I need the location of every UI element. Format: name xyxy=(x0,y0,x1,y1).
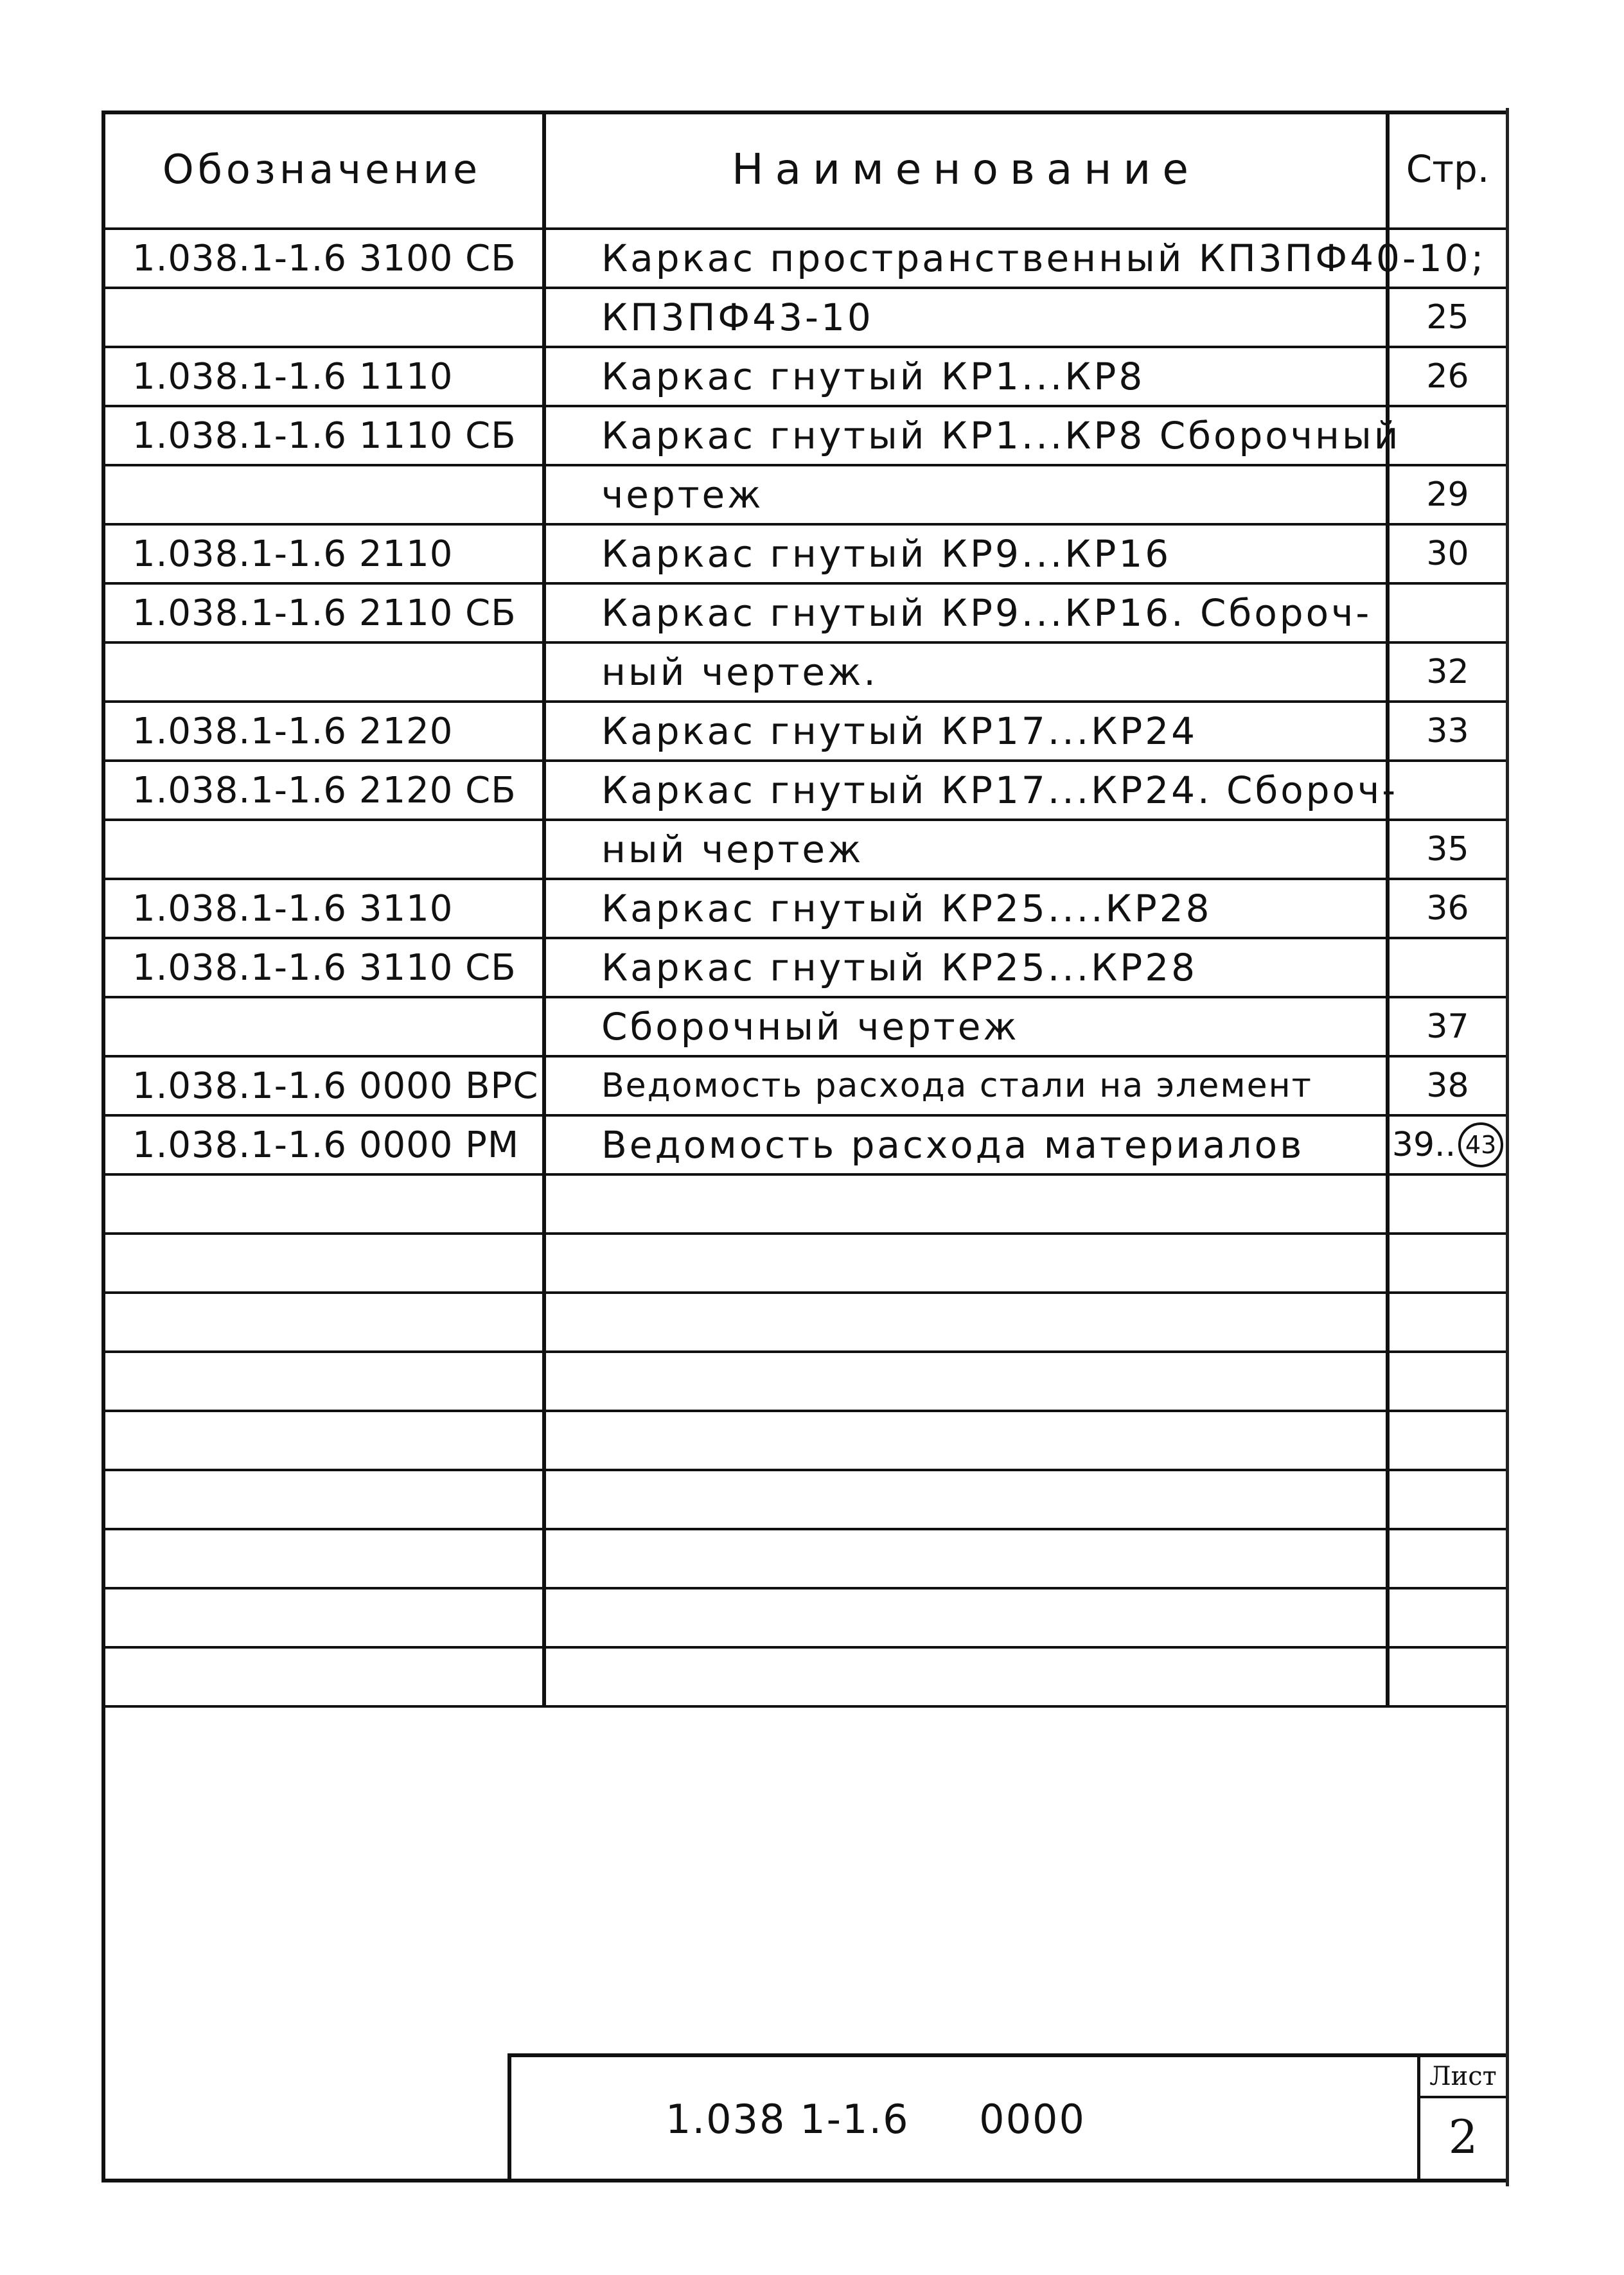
page-cell: 35 xyxy=(1426,830,1469,869)
table-row xyxy=(102,1117,1506,1176)
sheet-number-box xyxy=(1417,2057,1506,2182)
header-designation: Обозначение xyxy=(102,111,546,227)
page-cell xyxy=(1390,1117,1506,1173)
blank-row xyxy=(102,1235,1506,1294)
table-row xyxy=(102,821,1506,880)
page-range-start: 39.. xyxy=(1391,1126,1456,1164)
table-row xyxy=(102,407,1506,466)
blank-row xyxy=(102,1589,1506,1649)
name-cell: Ведомость расхода стали на элемент xyxy=(546,1058,1390,1114)
designation-cell xyxy=(102,466,546,523)
designation-cell: 1.038.1-1.6 3110 СБ xyxy=(102,939,546,996)
table-header-row xyxy=(102,111,1506,230)
designation-cell: 1.038.1-1.6 0000 РМ xyxy=(102,1117,546,1173)
table-row xyxy=(102,526,1506,585)
page-cell: 25 xyxy=(1426,298,1469,337)
page-cell: 36 xyxy=(1426,889,1469,928)
table-row xyxy=(102,348,1506,407)
blank-row xyxy=(102,1176,1506,1235)
name-cell: Каркас гнутый КР25....КР28 xyxy=(546,880,1390,937)
table-row xyxy=(102,585,1506,644)
name-cell: ный чертеж xyxy=(546,821,1390,878)
table-row xyxy=(102,230,1506,289)
name-cell: ный чертеж. xyxy=(546,644,1390,700)
table-row xyxy=(102,289,1506,348)
designation-cell xyxy=(102,821,546,878)
page-cell: 26 xyxy=(1426,357,1469,396)
designation-cell: 1.038.1-1.6 3100 СБ xyxy=(102,230,546,287)
table-row xyxy=(102,762,1506,821)
designation-cell: 1.038.1-1.6 0000 ВРС xyxy=(102,1058,546,1114)
name-cell: Каркас гнутый КР9...КР16. Сбороч- xyxy=(546,585,1390,641)
page-cell: 32 xyxy=(1426,653,1469,691)
page-cell xyxy=(1390,230,1506,287)
designation-cell: 1.038.1-1.6 2120 СБ xyxy=(102,762,546,819)
name-cell: чертеж xyxy=(546,466,1390,523)
page-cell xyxy=(1390,407,1506,464)
header-name: Наименование xyxy=(546,111,1390,227)
designation-cell: 1.038.1-1.6 1110 СБ xyxy=(102,407,546,464)
name-cell: КП3ПФ43-10 xyxy=(546,289,1390,346)
blank-row xyxy=(102,1471,1506,1530)
designation-cell: 1.038.1-1.6 2110 xyxy=(102,526,546,582)
designation-cell xyxy=(102,644,546,700)
sheet-number: 2 xyxy=(1448,2110,1478,2164)
document-code: 1.038 1-1.6 0000 xyxy=(666,2096,1086,2143)
name-cell: Каркас гнутый КР25...КР28 xyxy=(546,939,1390,996)
blank-row xyxy=(102,1530,1506,1589)
name-cell: Каркас гнутый КР9...КР16 xyxy=(546,526,1390,582)
page-cell xyxy=(1390,939,1506,996)
title-block xyxy=(508,2053,1506,2182)
name-cell: Сборочный чертеж xyxy=(546,998,1390,1055)
blank-row xyxy=(102,1412,1506,1471)
page-cell: 38 xyxy=(1426,1067,1469,1105)
blank-row xyxy=(102,1353,1506,1412)
circled-page-number: 43 xyxy=(1458,1122,1503,1167)
page-cell: 29 xyxy=(1426,475,1469,514)
blank-row xyxy=(102,1649,1506,1708)
name-cell: Каркас гнутый КР1...КР8 Сборочный xyxy=(546,407,1390,464)
blank-row xyxy=(102,1294,1506,1353)
table-row xyxy=(102,466,1506,526)
header-page: Стр. xyxy=(1406,147,1490,191)
page-cell: 37 xyxy=(1426,1007,1469,1046)
table-row xyxy=(102,1058,1506,1117)
name-cell: Каркас гнутый КР1...КР8 xyxy=(546,348,1390,405)
designation-cell xyxy=(102,289,546,346)
table-row xyxy=(102,644,1506,703)
designation-cell: 1.038.1-1.6 2120 xyxy=(102,703,546,759)
name-cell: Каркас гнутый КР17...КР24. Сбороч- xyxy=(546,762,1390,819)
designation-cell xyxy=(102,998,546,1055)
name-cell: Ведомость расхода материалов xyxy=(546,1117,1390,1173)
table-row xyxy=(102,939,1506,998)
sheet-label: Лист xyxy=(1420,2057,1506,2098)
designation-cell: 1.038.1-1.6 3110 xyxy=(102,880,546,937)
designation-cell: 1.038.1-1.6 2110 СБ xyxy=(102,585,546,641)
table-row xyxy=(102,998,1506,1058)
page-cell: 33 xyxy=(1426,712,1469,750)
outer-frame-line xyxy=(1506,108,1509,2186)
specification-table xyxy=(102,111,1506,1708)
page-cell: 30 xyxy=(1426,535,1469,573)
table-row xyxy=(102,703,1506,762)
table-row xyxy=(102,880,1506,939)
page-cell xyxy=(1390,585,1506,641)
designation-cell: 1.038.1-1.6 1110 xyxy=(102,348,546,405)
name-cell: Каркас гнутый КР17...КР24 xyxy=(546,703,1390,759)
name-cell: Каркас пространственный КП3ПФ40-10; xyxy=(546,230,1390,287)
page-cell xyxy=(1390,762,1506,819)
